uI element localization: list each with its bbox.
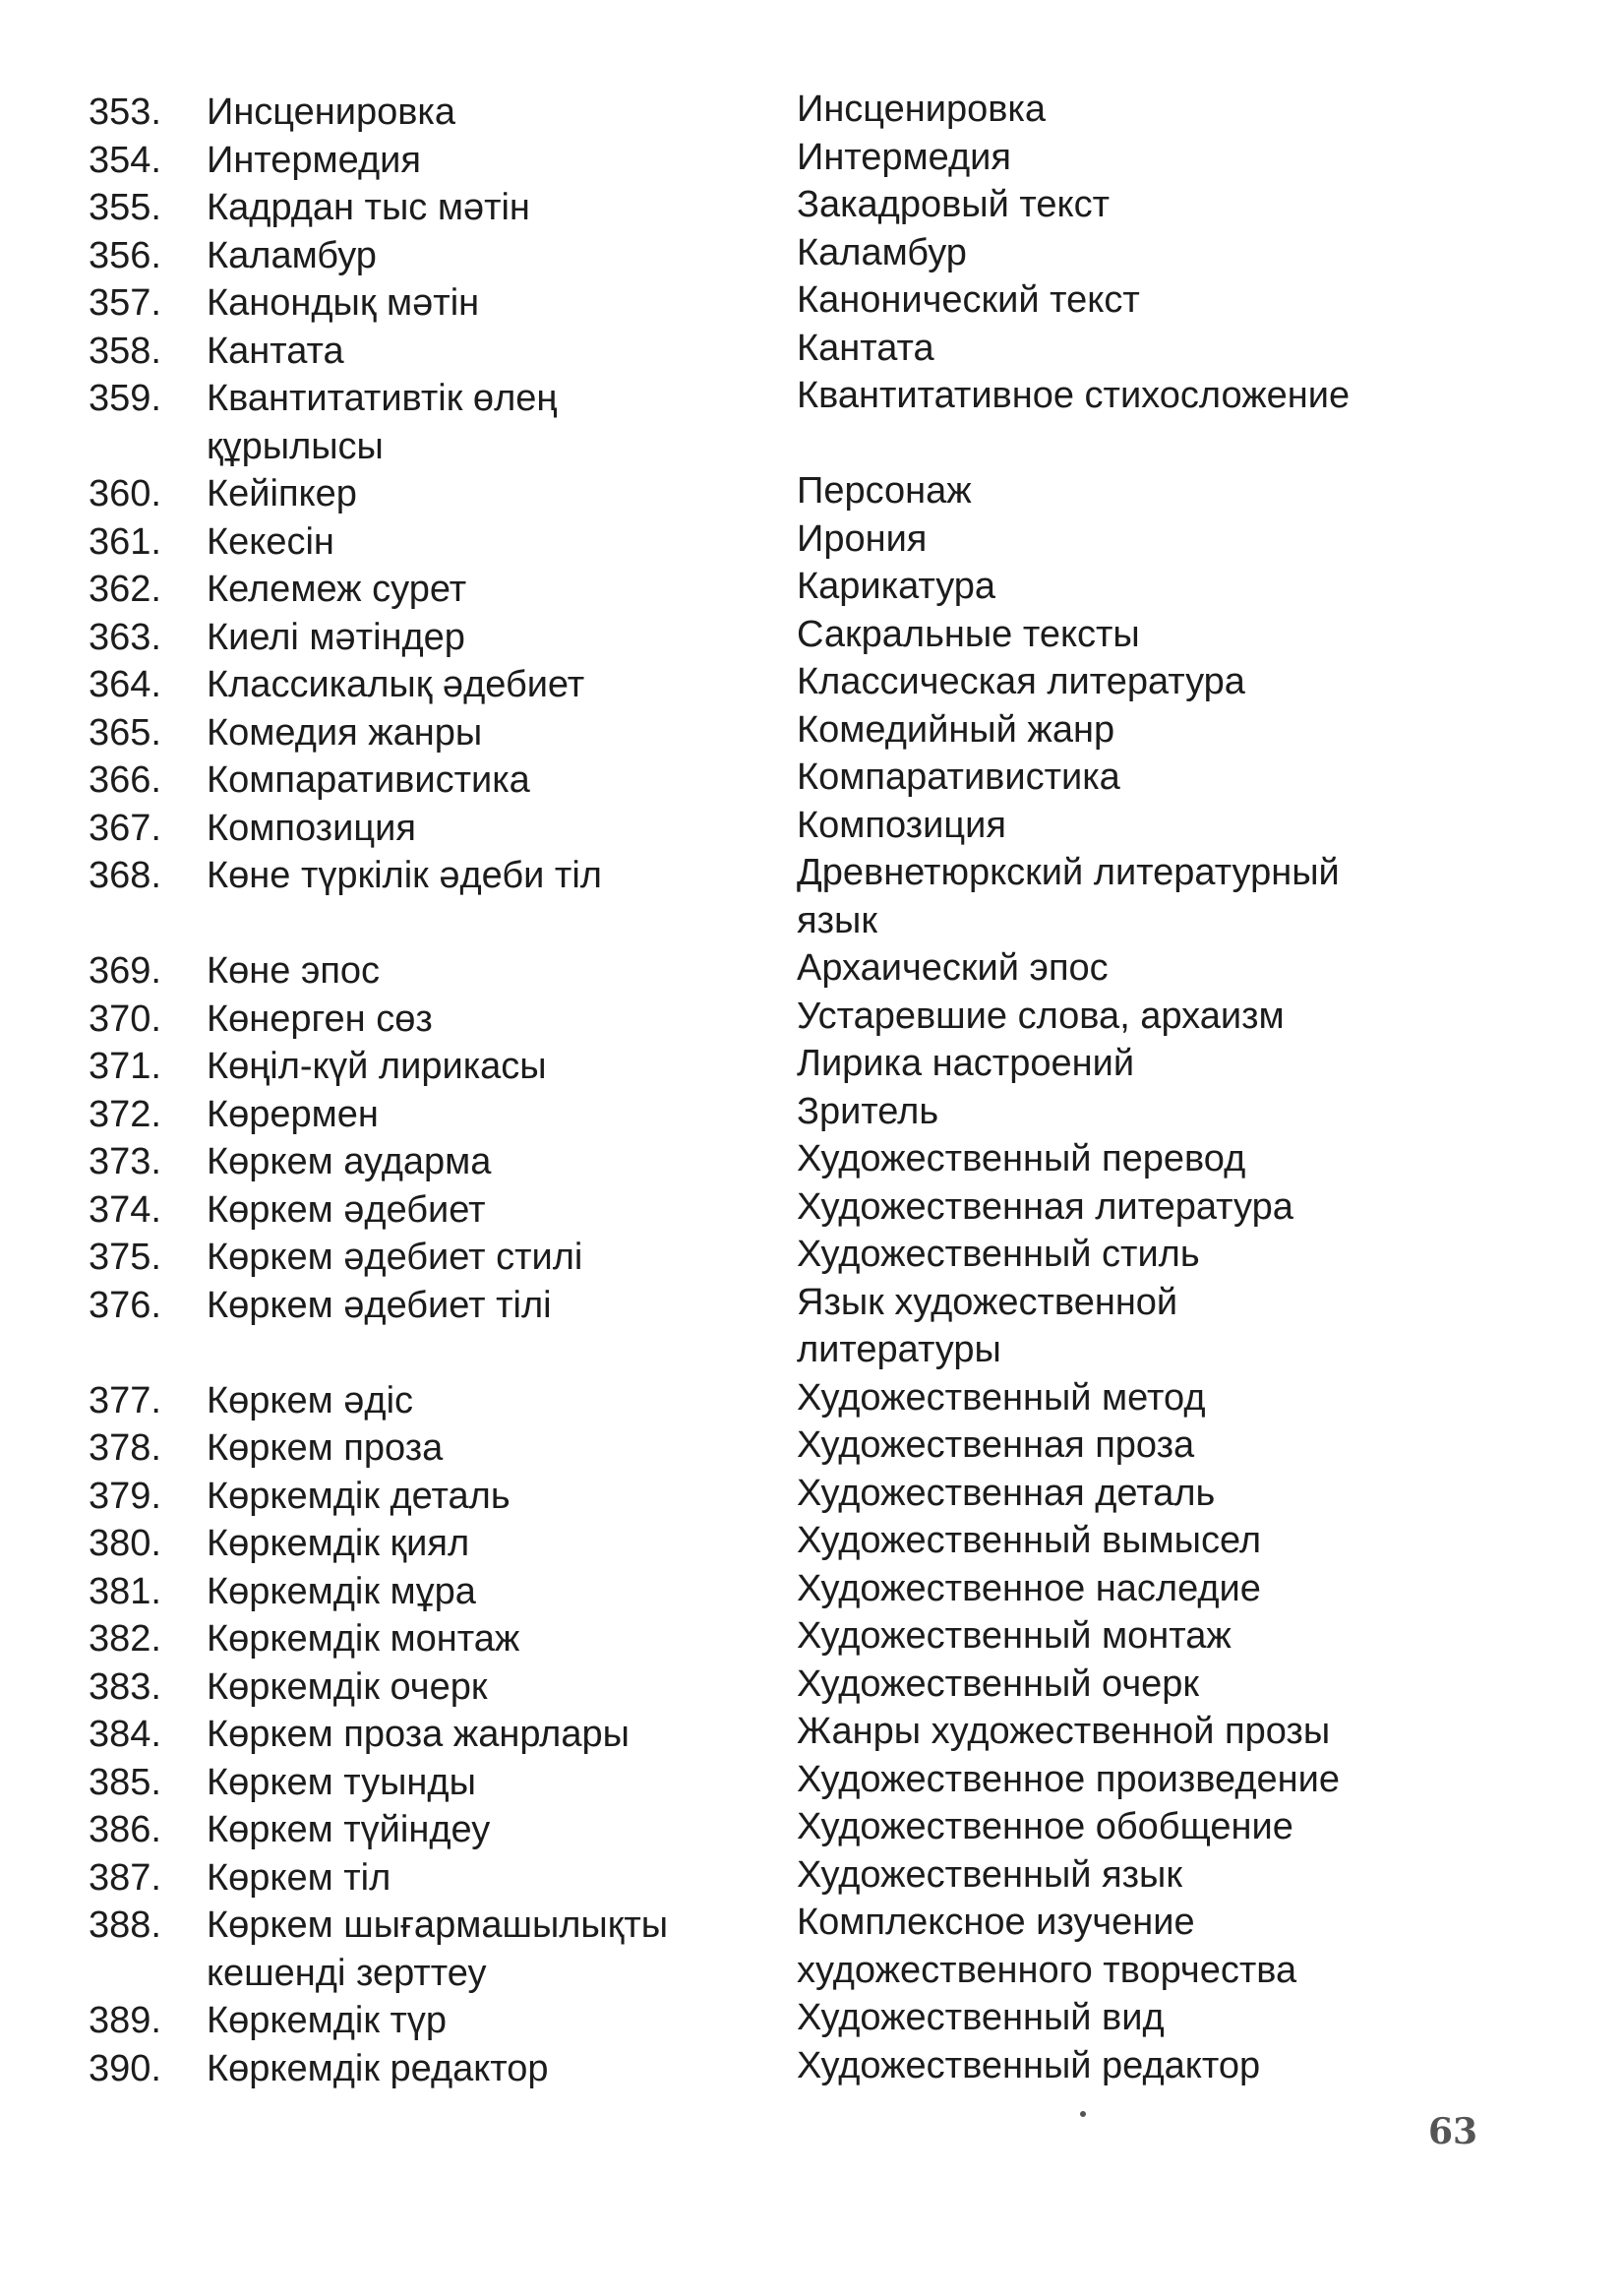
glossary-entry	[89, 661, 1407, 709]
russian-term: Художественная литература	[797, 1185, 1293, 1228]
page-number: 63	[1428, 2111, 1478, 2152]
kazakh-term: Классикалық әдебиет	[207, 664, 585, 705]
entry-number: 358.	[89, 330, 161, 372]
entry-number: 356.	[89, 234, 161, 276]
entry-number: 362.	[89, 569, 161, 610]
entry-number: 375.	[89, 1237, 161, 1278]
glossary-entry	[89, 1806, 1407, 1854]
entry-number: 386.	[89, 1809, 161, 1850]
entry-number: 390.	[89, 2047, 161, 2089]
kazakh-term: Канондық мәтін	[207, 282, 480, 324]
glossary-entry	[89, 1282, 1407, 1377]
entry-number: 369.	[89, 950, 161, 992]
russian-term: Инсценировка	[797, 89, 1047, 130]
kazakh-term: Киелі мәтіндер	[207, 616, 465, 658]
glossary-entry	[89, 852, 1407, 947]
entry-number: 357.	[89, 282, 161, 324]
glossary-entry	[89, 1663, 1407, 1712]
entry-number: 380.	[89, 1523, 161, 1564]
russian-term: Закадровый текст	[797, 184, 1110, 225]
kazakh-term: Кадрдан тыс мәтін	[207, 187, 530, 228]
russian-term: Художественное обобщение	[797, 1806, 1293, 1847]
entry-number: 384.	[89, 1714, 161, 1755]
russian-term: Квантитативное стихосложение	[797, 375, 1351, 416]
glossary-entry	[89, 1520, 1407, 1568]
glossary-entry	[89, 1091, 1407, 1139]
russian-term: Художественная проза	[797, 1424, 1195, 1466]
glossary-entry	[89, 1759, 1407, 1807]
kazakh-term: Көңіл-күй лирикасы	[207, 1046, 547, 1087]
entry-number: 359.	[89, 378, 161, 419]
russian-term: Художественный редактор	[797, 2044, 1261, 2086]
russian-term: Устаревшие слова, архаизм	[797, 995, 1285, 1037]
glossary-entry	[89, 614, 1407, 662]
kazakh-term: Көркемдік қиял	[207, 1523, 470, 1564]
kazakh-term: Көркем түйіндеу	[207, 1809, 491, 1850]
kazakh-term: Көркемдік деталь	[207, 1475, 511, 1517]
russian-term: Интермедия	[797, 136, 1011, 178]
russian-term: Ирония	[797, 517, 928, 560]
russian-term: Язык художественной литературы	[797, 1281, 1178, 1370]
glossary-list	[89, 89, 1407, 2092]
russian-term: Древнетюркский литературный язык	[797, 852, 1340, 941]
glossary-entry	[89, 328, 1407, 376]
entry-number: 360.	[89, 473, 161, 514]
glossary-entry	[89, 137, 1407, 185]
entry-number: 376.	[89, 1284, 161, 1326]
kazakh-term: Көнерген сөз	[207, 997, 433, 1040]
entry-number: 363.	[89, 616, 161, 658]
entry-number: 371.	[89, 1046, 161, 1087]
russian-term: Жанры художественной прозы	[797, 1711, 1331, 1752]
russian-term: Художественный метод	[797, 1376, 1206, 1419]
russian-term: Художественная деталь	[797, 1472, 1216, 1514]
kazakh-term: Комедия жанры	[207, 711, 483, 754]
entry-number: 378.	[89, 1427, 161, 1469]
glossary-entry	[89, 947, 1407, 996]
kazakh-term: Көркемдік редактор	[207, 2047, 549, 2089]
kazakh-term: Квантитативтік өлең құрылысы	[207, 378, 558, 467]
entry-number: 377.	[89, 1379, 161, 1421]
kazakh-term: Көркем тіл	[207, 1856, 391, 1899]
entry-number: 387.	[89, 1856, 161, 1899]
kazakh-term: Композиция	[207, 807, 416, 849]
glossary-entry	[89, 996, 1407, 1044]
russian-term: Художественный язык	[797, 1853, 1182, 1896]
glossary-entry	[89, 2045, 1407, 2093]
entry-number: 388.	[89, 1904, 161, 1946]
kazakh-term: Көркем шығармашылықты кешенді зерттеу	[207, 1904, 669, 1994]
glossary-entry	[89, 184, 1407, 232]
entry-number: 383.	[89, 1665, 161, 1708]
kazakh-term: Көркемдік очерк	[207, 1665, 488, 1708]
glossary-entry	[89, 756, 1407, 805]
entry-number: 382.	[89, 1618, 161, 1660]
glossary-entry	[89, 518, 1407, 567]
glossary-entry	[89, 1234, 1407, 1282]
kazakh-term: Көркем аударма	[207, 1141, 492, 1182]
entry-number: 366.	[89, 759, 161, 801]
glossary-entry	[89, 1854, 1407, 1903]
russian-term: Комедийный жанр	[797, 708, 1115, 751]
kazakh-term: Көркем әдебиет стилі	[207, 1237, 583, 1278]
kazakh-term: Көрермен	[207, 1093, 379, 1135]
russian-term: Художественный вымысел	[797, 1520, 1262, 1561]
russian-term: Комплексное изучение художественного творчества	[797, 1902, 1297, 1991]
russian-term: Художественный очерк	[797, 1662, 1200, 1705]
russian-term: Архаический эпос	[797, 947, 1109, 989]
kazakh-term: Көркем әдебиет	[207, 1188, 486, 1231]
kazakh-term: Кейіпкер	[207, 473, 357, 514]
glossary-entry	[89, 1377, 1407, 1425]
glossary-entry	[89, 709, 1407, 757]
russian-term: Художественное наследие	[797, 1567, 1261, 1609]
entry-number: 368.	[89, 855, 161, 896]
entry-number: 372.	[89, 1093, 161, 1135]
kazakh-term: Көне түркілік әдеби тіл	[207, 855, 602, 896]
russian-term: Художественное произведение	[797, 1758, 1340, 1800]
russian-term: Художественный перевод	[797, 1138, 1246, 1179]
glossary-entry	[89, 279, 1407, 328]
kazakh-term: Кантата	[207, 330, 344, 372]
glossary-entry	[89, 375, 1407, 470]
russian-term: Художественный стиль	[797, 1234, 1200, 1275]
entry-number: 367.	[89, 807, 161, 849]
kazakh-term: Келемеж сурет	[207, 569, 467, 610]
kazakh-term: Каламбур	[207, 234, 377, 276]
russian-term: Классическая литература	[797, 661, 1245, 702]
glossary-entry	[89, 1424, 1407, 1473]
footer-dot	[1080, 2111, 1086, 2117]
russian-term: Художественный монтаж	[797, 1615, 1232, 1657]
russian-term: Лирика настроений	[797, 1043, 1135, 1084]
russian-term: Сакральные тексты	[797, 613, 1140, 655]
russian-term: Кантата	[797, 327, 934, 369]
kazakh-term: Компаративистика	[207, 759, 530, 801]
russian-term: Компаративистика	[797, 756, 1120, 798]
kazakh-term: Көркем проза жанрлары	[207, 1714, 630, 1755]
glossary-entry	[89, 1186, 1407, 1235]
kazakh-term: Көркемдік монтаж	[207, 1618, 520, 1660]
kazakh-term: Инсценировка	[207, 91, 456, 133]
kazakh-term: Көне эпос	[207, 950, 381, 992]
glossary-entry	[89, 232, 1407, 280]
glossary-entry	[89, 566, 1407, 614]
kazakh-term: Кекесін	[207, 520, 334, 563]
entry-number: 373.	[89, 1141, 161, 1182]
russian-term: Каламбур	[797, 231, 967, 273]
russian-term: Композиция	[797, 804, 1006, 846]
glossary-entry	[89, 1043, 1407, 1091]
russian-term: Канонический текст	[797, 279, 1140, 321]
glossary-entry	[89, 1615, 1407, 1663]
entry-number: 364.	[89, 664, 161, 705]
russian-term: Персонаж	[797, 470, 972, 512]
entry-number: 389.	[89, 2000, 161, 2041]
kazakh-term: Көркемдік түр	[207, 2000, 448, 2041]
glossary-entry	[89, 1138, 1407, 1186]
entry-number: 353.	[89, 91, 161, 133]
entry-number: 374.	[89, 1188, 161, 1231]
kazakh-term: Интермедия	[207, 139, 421, 181]
glossary-entry	[89, 1997, 1407, 2045]
entry-number: 355.	[89, 187, 161, 228]
glossary-entry	[89, 1711, 1407, 1759]
kazakh-term: Көркем әдебиет тілі	[207, 1284, 552, 1326]
entry-number: 354.	[89, 139, 161, 181]
glossary-entry	[89, 89, 1407, 137]
kazakh-term: Көркем әдіс	[207, 1379, 414, 1421]
entry-number: 385.	[89, 1761, 161, 1803]
russian-term: Карикатура	[797, 566, 996, 607]
kazakh-term: Көркемдік мұра	[207, 1570, 476, 1612]
kazakh-term: Көркем проза	[207, 1427, 444, 1469]
entry-number: 361.	[89, 520, 161, 563]
glossary-entry	[89, 1902, 1407, 1997]
russian-term: Зритель	[797, 1090, 939, 1132]
entry-number: 370.	[89, 997, 161, 1040]
entry-number: 365.	[89, 711, 161, 754]
glossary-entry	[89, 1473, 1407, 1521]
entry-number: 381.	[89, 1570, 161, 1612]
entry-number: 379.	[89, 1475, 161, 1517]
glossary-entry	[89, 1568, 1407, 1616]
russian-term: Художественный вид	[797, 1997, 1165, 2038]
glossary-entry	[89, 805, 1407, 853]
glossary-entry	[89, 470, 1407, 518]
kazakh-term: Көркем туынды	[207, 1761, 476, 1803]
